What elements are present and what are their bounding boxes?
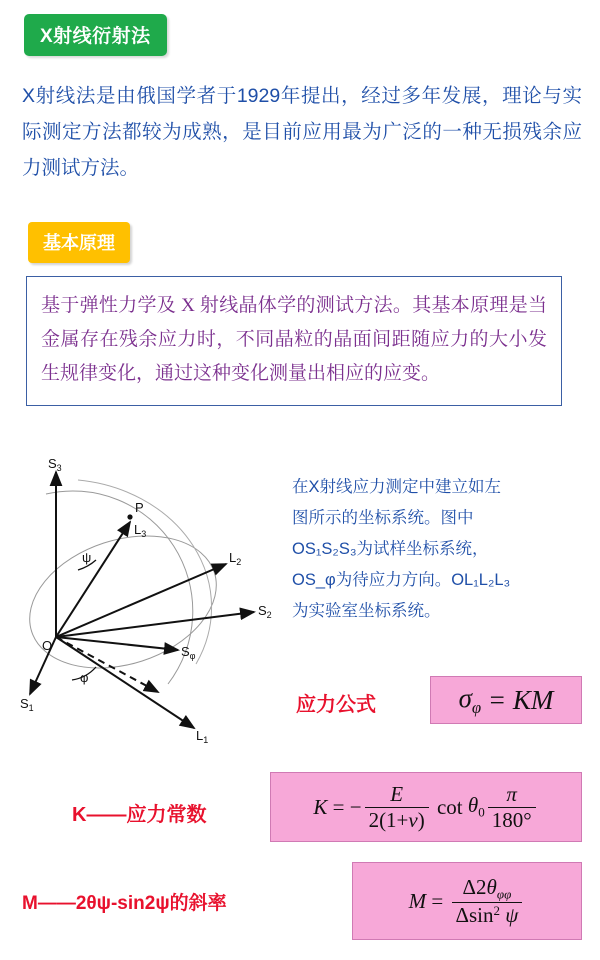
diagram-note-line-3: OS₁S₂S₃为试样坐标系统， xyxy=(292,540,489,558)
diagram-note-line-1: 在X射线应力测定中建立如左 xyxy=(292,478,502,496)
diagram-label-s1: $S_1$ xyxy=(20,696,34,713)
coordinate-system-diagram xyxy=(18,452,288,762)
diagram-label-psi: ψ xyxy=(82,550,92,565)
intro-paragraph: X射线法是由俄国学者于1929年提出，经过多年发展，理论与实际测定方法都较为成熟，是目前应用最为广泛的一种无损残余应力测试方法。 xyxy=(22,85,582,179)
k-constant-label: K——应力常数 xyxy=(72,804,207,826)
stress-formula-box: $\sigma_\varphi$ = KM xyxy=(430,676,582,724)
stress-formula-label: 应力公式 xyxy=(296,694,376,716)
m-formula-box: M = $\frac{\Delta 2\theta_{\varphi\varphi}}{\Delta\sin^2 \psi}$ xyxy=(352,862,582,940)
section-chip-principle: 基本原理 xyxy=(28,222,130,263)
k-formula-box: K = − $\frac{E}{2(1+\nu)}$ cot $\theta_0$ $\frac{\pi}{180^\circ}$ xyxy=(270,772,582,842)
diagram-note xyxy=(292,472,574,627)
diagram-label-sphi: $S_\varphi$ xyxy=(181,644,196,661)
diagram-label-s3: $S_3$ xyxy=(48,456,62,473)
diagram-note-line-2: 图所示的坐标系统。图中 xyxy=(292,509,474,527)
diagram-label-l1: $L_1$ xyxy=(196,728,209,745)
m-slope-label: M——2θψ-sin2ψ的斜率 xyxy=(22,893,227,914)
diagram-note-line-4: OS_φ为待应力方向。OL₁L₂L₃ xyxy=(292,571,511,589)
diagram-label-l3: $L_3$ xyxy=(134,522,147,539)
diagram-label-l2: $L_2$ xyxy=(229,550,242,567)
diagram-label-origin: O xyxy=(42,638,53,653)
principle-text-box: 基于弹性力学及 X 射线晶体学的测试方法。其基本原理是当金属存在残余应力时，不同晶粒的晶面间距随应力的大小发生规律变化，通过这种变化测量出相应的应变。 xyxy=(26,276,562,406)
diagram-label-s2: $S_2$ xyxy=(258,603,272,620)
diagram-svg xyxy=(18,452,288,762)
diagram-note-line-5: 为实验室坐标系统。 xyxy=(292,602,441,620)
page-title: X射线衍射法 xyxy=(24,14,167,56)
diagram-label-phi: φ xyxy=(80,670,89,685)
diagram-label-p: P xyxy=(135,500,144,515)
